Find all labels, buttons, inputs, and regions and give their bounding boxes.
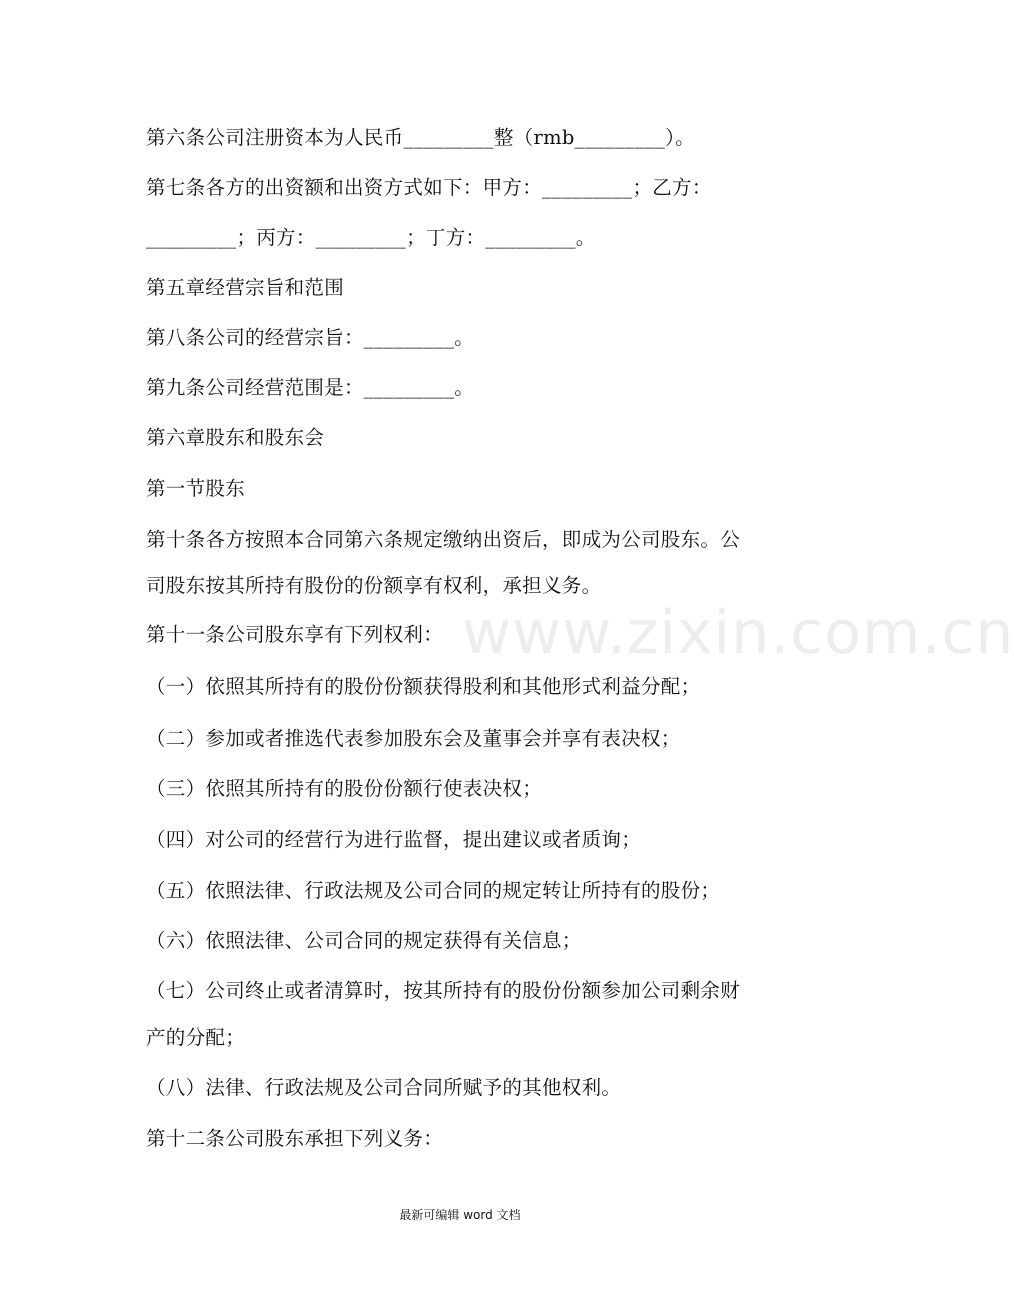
clause-8-line: 第八条公司的经营宗旨：_________。 [146,326,475,349]
right-item-3: （三）依照其所持有的股份份额行使表决权； [146,777,543,800]
clause-10-line-1: 第十条各方按照本合同第六条规定缴纳出资后，即成为公司股东。公 [146,528,741,551]
right-item-1: （一）依照其所持有的股份份额获得股利和其他形式利益分配； [146,675,701,698]
clause-12-line: 第十二条公司股东承担下列义务： [146,1127,444,1150]
right-item-7-line-2: 产的分配； [146,1026,246,1049]
clause-6-line: 第六条公司注册资本为人民币_________整（rmb_________）。 [146,126,695,149]
right-item-4: （四）对公司的经营行为进行监督，提出建议或者质询； [146,828,642,851]
watermark: www.zixin.com.cn [462,598,1014,668]
clause-7-line-2: _________；丙方：_________；丁方：_________。 [146,226,596,249]
clause-7-line-1: 第七条各方的出资额和出资方式如下：甲方：_________；乙方： [146,176,712,199]
clause-11-line: 第十一条公司股东享有下列权利： [146,623,444,646]
page-footer: 最新可编辑 word 文档 [399,1208,521,1222]
chapter-6-heading: 第六章股东和股东会 [146,426,325,449]
chapter-5-heading: 第五章经营宗旨和范围 [146,276,345,299]
right-item-7-line-1: （七）公司终止或者清算时，按其所持有的股份份额参加公司剩余财 [146,979,741,1002]
right-item-8: （八）法律、行政法规及公司合同所赋予的其他权利。 [146,1076,622,1099]
clause-10-line-2: 司股东按其所持有股份的份额享有权利，承担义务。 [146,574,602,597]
right-item-2: （二）参加或者推选代表参加股东会及董事会并享有表决权； [146,727,681,750]
right-item-5: （五）依照法律、行政法规及公司合同的规定转让所持有的股份； [146,879,721,902]
section-1-heading: 第一节股东 [146,477,246,500]
right-item-6: （六）依照法律、公司合同的规定获得有关信息； [146,929,582,952]
clause-9-line: 第九条公司经营范围是：_________。 [146,376,475,399]
